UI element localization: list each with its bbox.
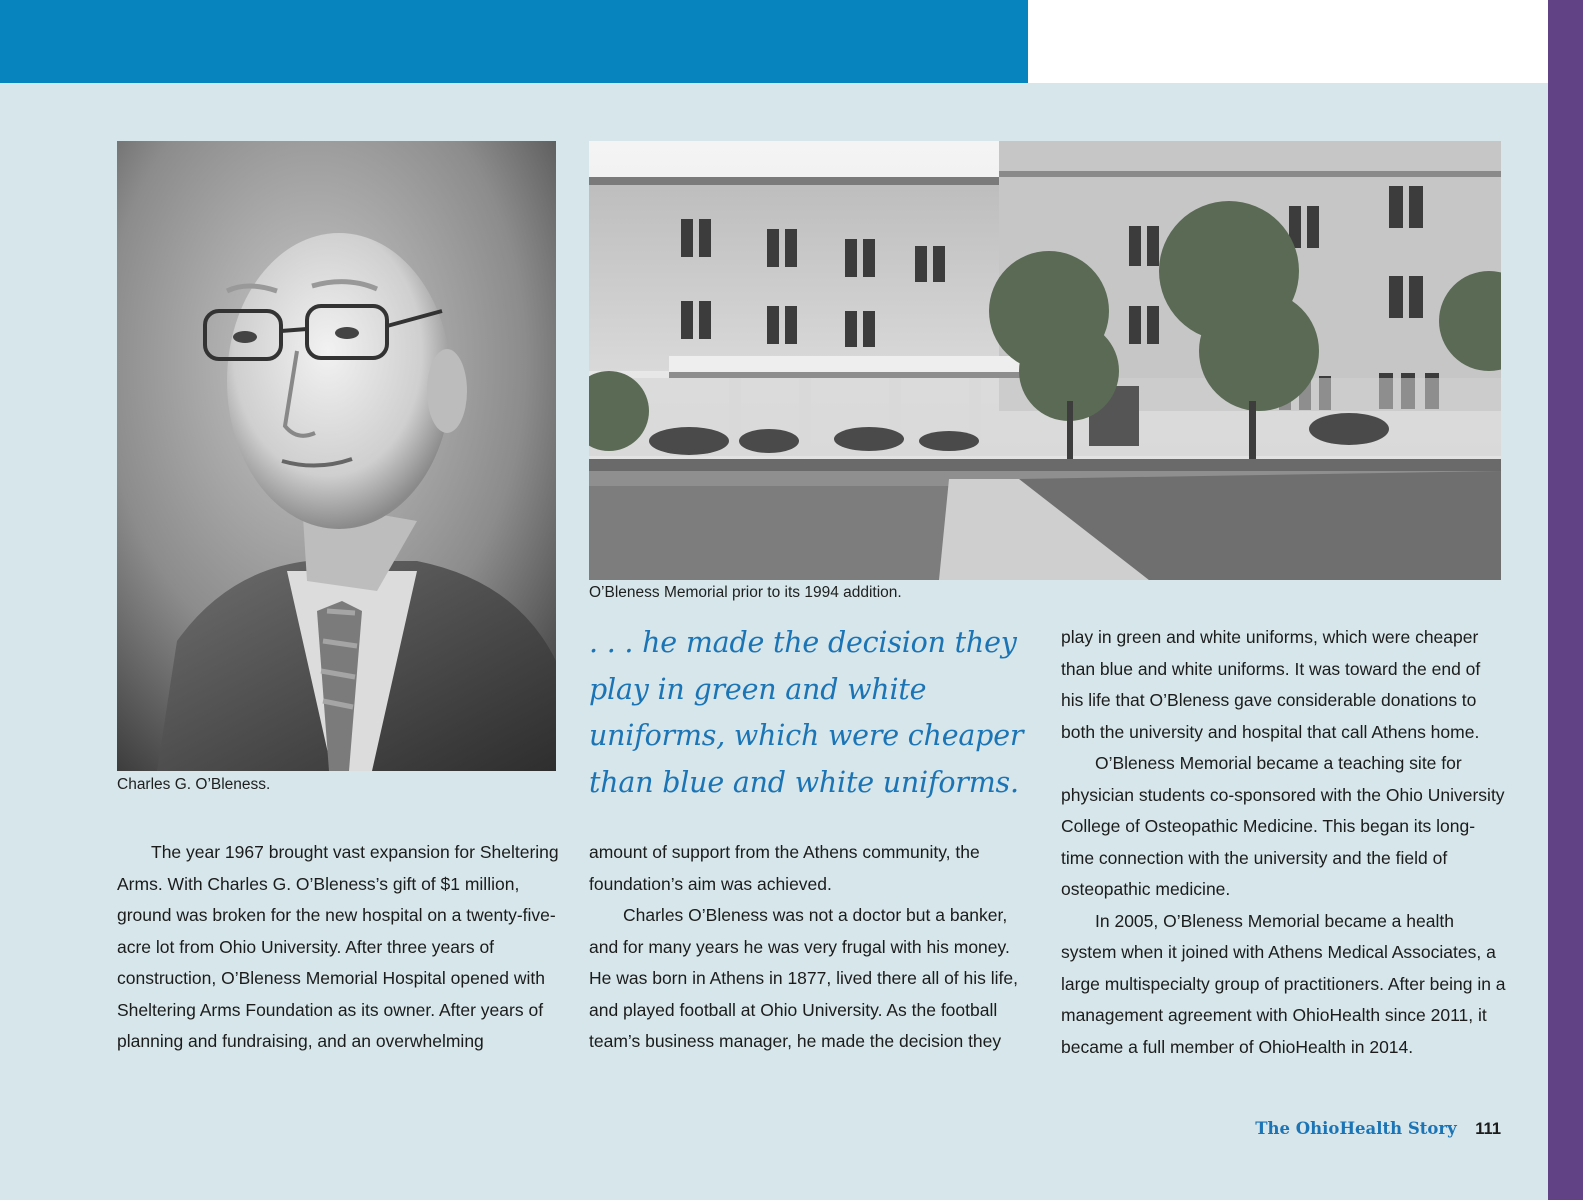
pull-quote: . . . he made the decision they play in green and white uniforms, which were cheaper than blue and white uniforms.: [589, 626, 1024, 799]
body-paragraph: play in green and white uniforms, which were cheaper than blue and white uniforms. It was toward the end of his life that O’Bleness gave considerable donations to both the university and hospital that call Athens home.: [1061, 627, 1481, 742]
page-number: 111: [1475, 1120, 1501, 1138]
running-title: The OhioHealth Story: [1255, 1119, 1457, 1138]
top-color-band: [0, 0, 1028, 83]
building-caption: O’Bleness Memorial prior to its 1994 addition.: [589, 584, 902, 601]
top-white-block: [1028, 0, 1548, 83]
body-paragraph: O’Bleness Memorial became a teaching site for physician students co-sponsored with the Ohio University College of Osteopathic Medicine. This began its long-time connection with the university and the field of osteopathic medicine.: [1061, 753, 1505, 899]
portrait-caption: Charles G. O’Bleness.: [117, 776, 271, 793]
body-column-1: [117, 837, 562, 1058]
portrait-photo: [117, 141, 556, 771]
body-column-2: [589, 837, 1029, 1058]
side-color-band: [1548, 0, 1583, 1200]
body-paragraph: amount of support from the Athens community, the foundation’s aim was achieved.: [589, 842, 980, 894]
body-paragraph: Charles O’Bleness was not a doctor but a banker, and for many years he was very frugal with his money. He was born in Athens in 1877, lived there all of his life, and played football at Ohio University. As the football team’s business manager, he made the decision they: [589, 905, 1018, 1051]
body-paragraph: The year 1967 brought vast expansion for Sheltering Arms. With Charles G. O’Bleness’s gift of $1 million, ground was broken for the new hospital on a twenty-five-acre lot from Ohio University. After three years of construction, O’Bleness Memorial Hospital opened with Sheltering Arms Foundation as its owner. After years of planning and fundraising, and an overwhelming: [117, 842, 559, 1051]
page-footer: [1255, 1119, 1501, 1139]
hospital-building-photo: [589, 141, 1501, 580]
body-column-3: [1061, 622, 1506, 1063]
body-paragraph: In 2005, O’Bleness Memorial became a health system when it joined with Athens Medical Associates, a large multispecialty group of practitioners. After being in a management agreement with OhioHealth since 2011, it became a full member of OhioHealth in 2014.: [1061, 910, 1506, 1057]
